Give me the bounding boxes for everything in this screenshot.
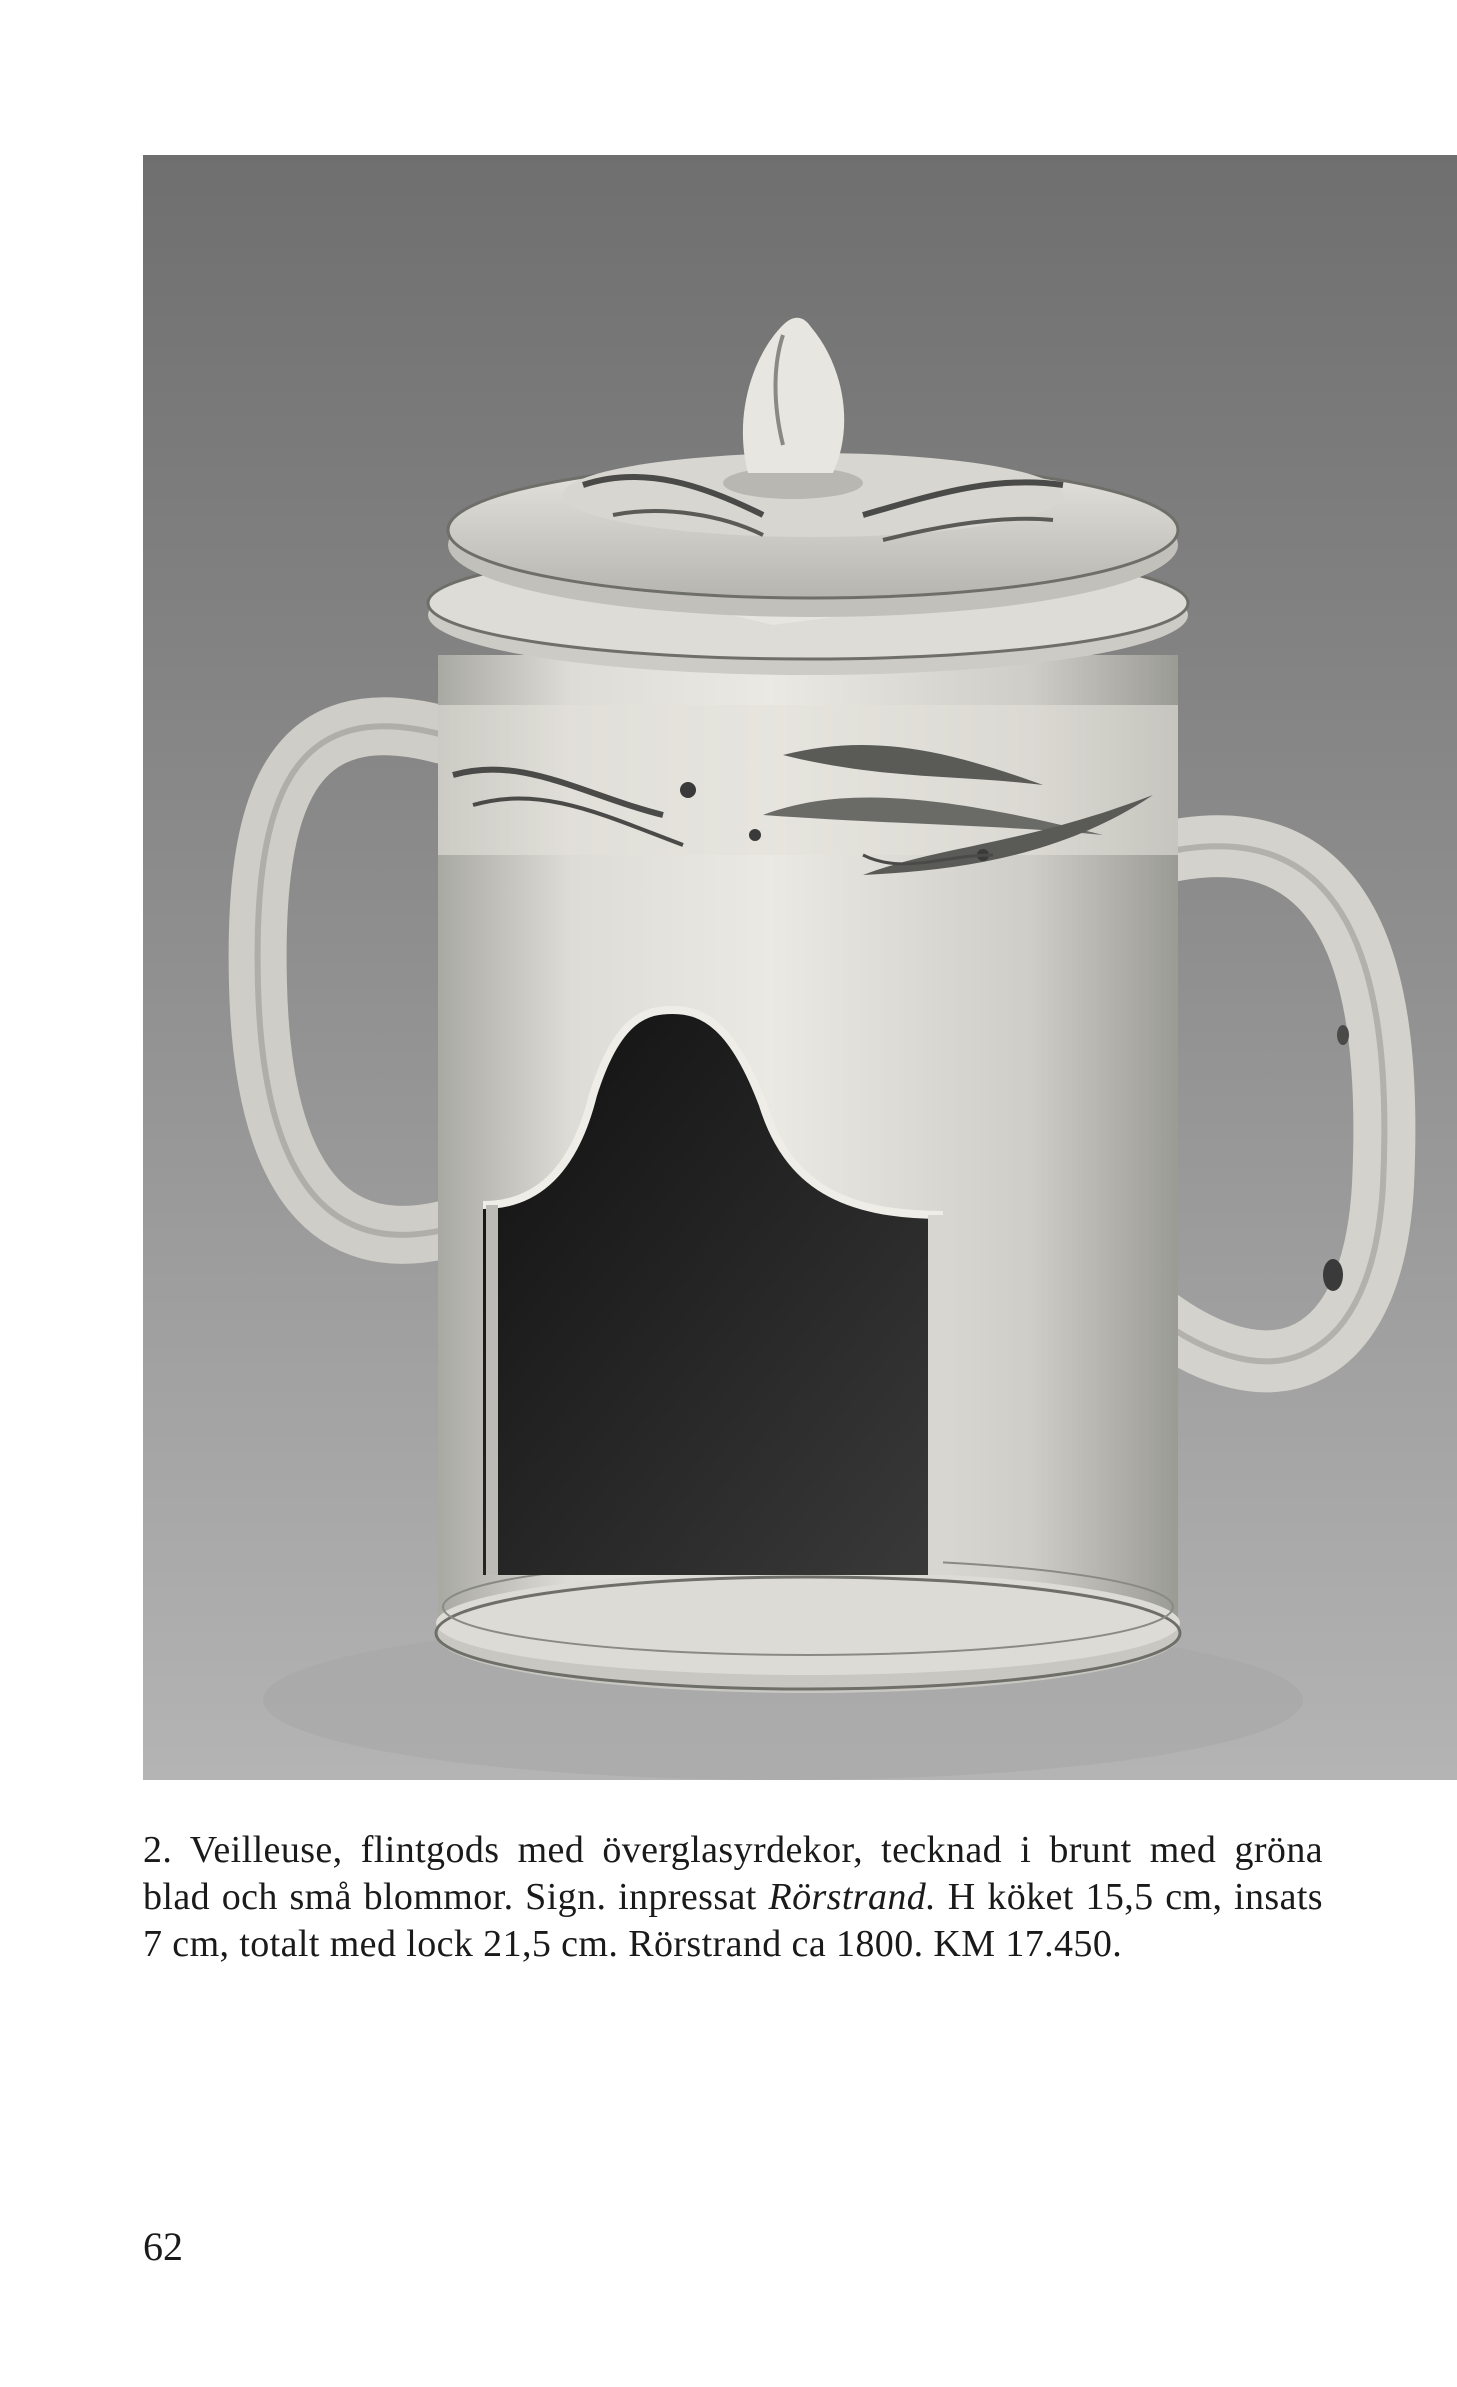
caption-text-part2: H köket 15,5 cm, insats 7 cm, totalt med lock 21,5 cm. Rörstrand ca 1800. KM 17.450. xyxy=(143,1876,1323,1965)
caption-text-part1: Veilleuse, flintgods med överglasyrdekor, tecknad i brunt med gröna blad och små blommor. Sign. inpressat xyxy=(143,1829,1323,1918)
leaf-band-decoration xyxy=(438,705,1178,875)
veilleuse-photograph xyxy=(143,155,1457,1780)
figure-number: 2. xyxy=(143,1829,173,1871)
maker-mark: Rörstrand. xyxy=(768,1876,937,1918)
figure-caption xyxy=(143,1827,1323,1968)
page-number: 62 xyxy=(143,2224,183,2269)
